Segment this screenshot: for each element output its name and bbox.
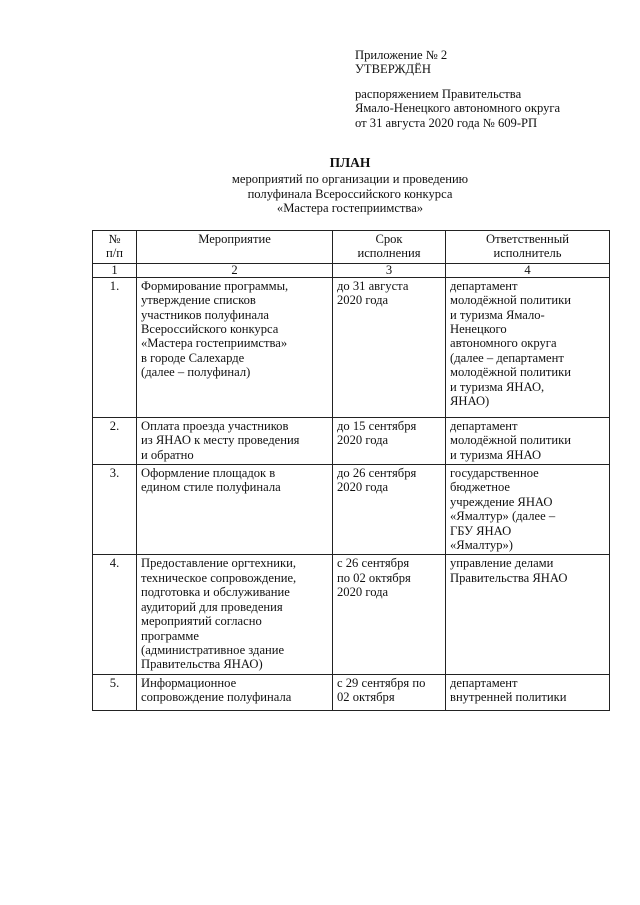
row-term: с 26 сентября по 02 октября 2020 года: [333, 555, 446, 674]
approval-block: [355, 48, 560, 130]
plan-heading: ПЛАН: [329, 155, 371, 170]
title-line-2: полуфинала Всероссийского конкурса: [247, 186, 453, 201]
approval-order-line: распоряжением Правительства: [355, 86, 522, 101]
plan-table: [92, 230, 610, 711]
row-responsible: департамент молодёжной политики и туризма Ямало- Ненецкого автономного округа (далее – департамент молодёжной политики и туризма ЯНАО, ЯНАО): [446, 277, 610, 417]
row-num: 1.: [93, 277, 137, 417]
index-cell: 1: [93, 263, 137, 277]
header-num: № п/п: [93, 231, 137, 264]
header-term: Срок исполнения: [333, 231, 446, 264]
title-line-1: мероприятий по организации и проведению: [231, 172, 469, 187]
index-cell: 4: [446, 263, 610, 277]
row-event: Оплата проезда участников из ЯНАО к месту проведения и обратно: [137, 417, 333, 464]
table-row: [93, 555, 610, 674]
row-responsible: департамент внутренней политики: [446, 674, 610, 710]
row-event: Оформление площадок в едином стиле полуфинала: [137, 465, 333, 555]
row-num: 5.: [93, 674, 137, 710]
table-header-row: [93, 231, 610, 264]
table-index-row: [93, 263, 610, 277]
row-term: до 26 сентября 2020 года: [333, 465, 446, 555]
header-responsible: Ответственный исполнитель: [446, 231, 610, 264]
row-num: 4.: [93, 555, 137, 674]
row-responsible: государственное бюджетное учреждение ЯНАО «Ямалтур» (далее – ГБУ ЯНАО «Ямалтур»): [446, 465, 610, 555]
row-event: Информационное сопровождение полуфинала: [137, 674, 333, 710]
table-row: [93, 277, 610, 417]
row-term: до 31 августа 2020 года: [333, 277, 446, 417]
row-term: с 29 сентября по 02 октября: [333, 674, 446, 710]
table-row: [93, 465, 610, 555]
index-cell: 2: [137, 263, 333, 277]
table-row: [93, 674, 610, 710]
row-responsible: управление делами Правительства ЯНАО: [446, 555, 610, 674]
table-row: [93, 417, 610, 464]
row-num: 2.: [93, 417, 137, 464]
header-event: Мероприятие: [137, 231, 333, 264]
approved-label: УТВЕРЖДЁН: [355, 62, 431, 77]
document-title: [100, 156, 600, 216]
appendix-number: Приложение № 2: [355, 48, 448, 62]
index-cell: 3: [333, 263, 446, 277]
row-event: Предоставление оргтехники, техническое сопровождение, подготовка и обслуживание аудиторий для проведения мероприятий согласно программе (административное здание Правительства ЯНАО): [137, 555, 333, 674]
row-responsible: департамент молодёжной политики и туризма ЯНАО: [446, 417, 610, 464]
row-num: 3.: [93, 465, 137, 555]
approval-date-line: от 31 августа 2020 года № 609-РП: [355, 115, 538, 130]
row-term: до 15 сентября 2020 года: [333, 417, 446, 464]
title-line-3: «Мастера гостеприимства»: [276, 201, 424, 216]
row-event: Формирование программы, утверждение списков участников полуфинала Всероссийского конкурса «Мастера гостеприимства» в городе Салехарде (далее – полуфинал): [137, 277, 333, 417]
approval-region-line: Ямало-Ненецкого автономного округа: [355, 101, 561, 116]
